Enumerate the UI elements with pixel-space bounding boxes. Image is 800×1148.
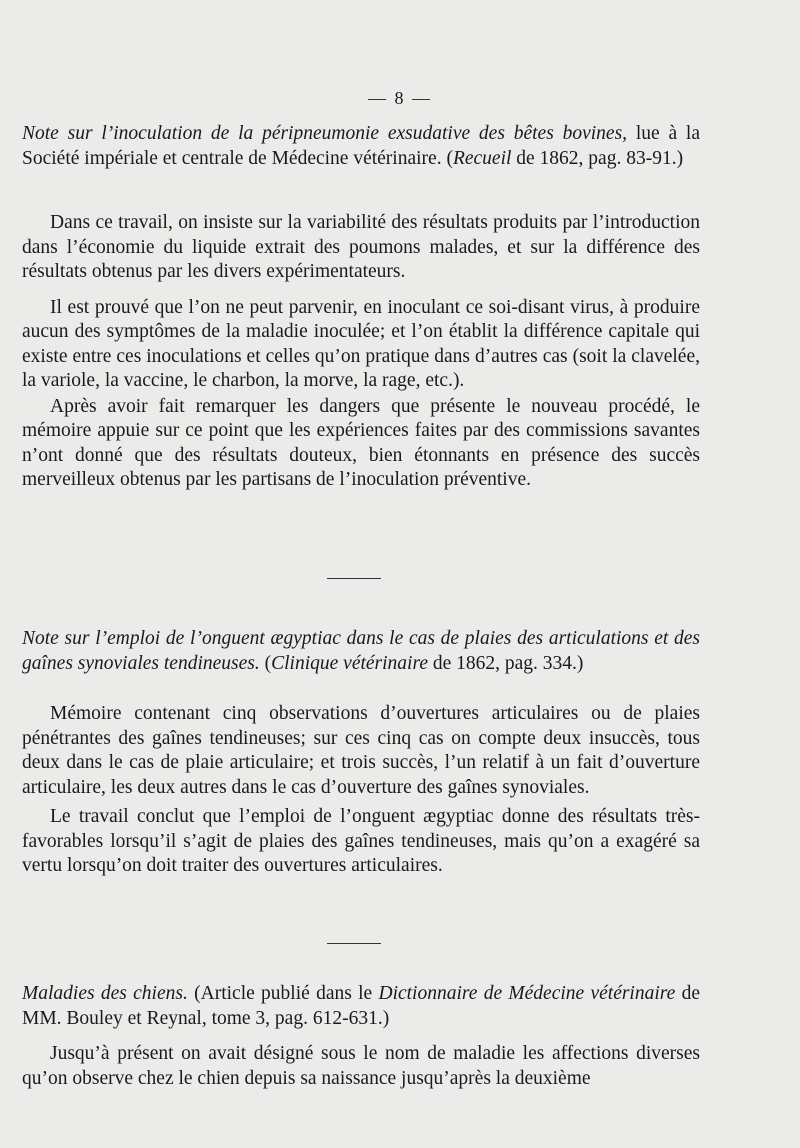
entry-source: (Article publié dans le	[187, 983, 379, 1004]
source-clinique: Clinique vétérinaire	[271, 652, 428, 674]
paragraph: Jusqu’à présent on avait désigné sous le nom de maladie les affections diverses qu’on observe chez le chien depuis sa naissance jusqu’après la deuxième	[22, 1043, 700, 1089]
entry-title: Note sur l’emploi de l’onguent ægyptiac dans le cas de plaies des articulations et des gaînes synoviales tendineuses.	[22, 628, 700, 674]
entry-source: lue à la Société impériale et centrale de Médecine vétérinaire. (	[22, 123, 700, 169]
paragraph: Il est prouvé que l’on ne peut parvenir, en inoculant ce soi-disant virus, à produire aucun des symptômes de la maladie inoculée; et l’on établit la différence capitale qui existe entre ces inoculations et celles qu’on pratique dans d’autres cas (soit la clavelée, la variole, la vaccine, le charbon, la morve, la rage, etc.).	[22, 296, 700, 391]
paragraph: Mémoire contenant cinq observations d’ouvertures articulaires ou de plaies pénétrantes des gaînes tendineuses; sur ces cinq cas on compte deux insuccès, tous deux dans le cas de plaie articulaire; et trois succès, l’un relatif à un fait d’ouverture articulaire, les deux autres dans le cas d’ouverture des gaînes synoviales.	[22, 703, 700, 798]
entry-heading	[22, 122, 700, 171]
entry-reference: de 1862, pag. 334.)	[428, 652, 584, 674]
source-recueil: Recueil	[452, 147, 512, 169]
source-dictionnaire: Dictionnaire de Médecine vétérinaire	[378, 983, 676, 1004]
separator-rule	[327, 943, 381, 944]
paragraph: Dans ce travail, on insiste sur la variabilité des résultats produits par l’introduction dans l’économie du liquide extrait des poumons malades, et sur la différence des résultats obtenus par les divers expérimentateurs.	[22, 212, 700, 282]
entry-chiens	[22, 982, 700, 1091]
entry-heading	[22, 627, 700, 676]
paragraph: Le travail conclut que l’emploi de l’onguent ægyptiac donne des résultats très-favorables lorsqu’il s’agit de plaies des gaînes tendineuses, mais qu’on a exagéré sa vertu lorsqu’on doit traiter des ouvertures articulaires.	[22, 806, 700, 876]
paren-open: (	[259, 652, 272, 674]
entry-title: Maladies des chiens.	[22, 983, 188, 1004]
entry-reference: de MM. Bouley et Reynal, tome 3, pag. 612-631.)	[22, 983, 700, 1029]
separator-rule	[327, 578, 381, 579]
entry-onguent	[22, 627, 700, 879]
paragraph: Après avoir fait remarquer les dangers que présente le nouveau procédé, le mémoire appuie sur ce point que les expériences faites par des commissions savantes n’ont donné que des résultats douteux, bien étonnants en présence des succès merveilleux obtenus par les partisans de l’inoculation préventive.	[22, 395, 700, 490]
entry-heading	[22, 982, 700, 1031]
page-number: — 8 —	[368, 88, 432, 108]
entry-inoculation	[22, 122, 700, 493]
entry-reference: de 1862, pag. 83-91.)	[511, 147, 684, 169]
entry-title: Note sur l’inoculation de la péripneumonie exsudative des bêtes bovines,	[22, 123, 628, 144]
